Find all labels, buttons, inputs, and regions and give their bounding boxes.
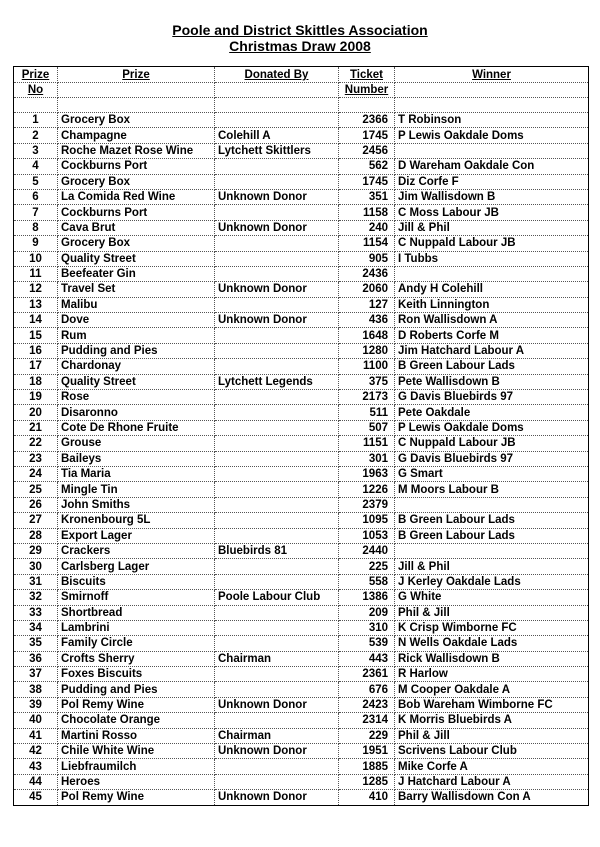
donated-by: Unknown Donor: [215, 313, 339, 328]
donated-by: [215, 159, 339, 174]
prize-number: 29: [14, 543, 58, 558]
ticket-number: 1151: [339, 436, 395, 451]
prize-number: 10: [14, 251, 58, 266]
winner-name: P Lewis Oakdale Doms: [395, 420, 589, 435]
winner-name: Keith Linnington: [395, 297, 589, 312]
prize-name: Disaronno: [58, 405, 215, 420]
prize-number: 12: [14, 282, 58, 297]
winner-name: B Green Labour Lads: [395, 359, 589, 374]
donated-by: [215, 667, 339, 682]
prize-name: Chile White Wine: [58, 744, 215, 759]
prize-number: 7: [14, 205, 58, 220]
prize-name: Grouse: [58, 436, 215, 451]
table-row: [14, 713, 589, 728]
donated-by: Bluebirds 81: [215, 543, 339, 558]
header-donated-by: Donated By: [215, 67, 339, 83]
table-row: [14, 282, 589, 297]
prize-number: 24: [14, 466, 58, 481]
header-empty: [395, 83, 589, 98]
winner-name: B Green Labour Lads: [395, 513, 589, 528]
winner-name: Diz Corfe F: [395, 174, 589, 189]
document-subtitle: Christmas Draw 2008: [229, 38, 371, 54]
prize-number: 16: [14, 343, 58, 358]
donated-by: Poole Labour Club: [215, 590, 339, 605]
ticket-number: 1386: [339, 590, 395, 605]
donated-by: [215, 236, 339, 251]
donated-by: [215, 420, 339, 435]
prize-number: 15: [14, 328, 58, 343]
prize-number: 40: [14, 713, 58, 728]
ticket-number: 351: [339, 189, 395, 204]
winner-name: Rick Wallisdown B: [395, 651, 589, 666]
table-row: [14, 620, 589, 635]
donated-by: Unknown Donor: [215, 282, 339, 297]
prize-name: Malibu: [58, 297, 215, 312]
ticket-number: 1053: [339, 528, 395, 543]
winner-name: N Wells Oakdale Lads: [395, 636, 589, 651]
winner-name: Jill & Phil: [395, 559, 589, 574]
header-row-2: [14, 83, 589, 98]
header-ticket: Ticket: [339, 67, 395, 83]
table-row: [14, 374, 589, 389]
prize-number: 3: [14, 143, 58, 158]
prize-number: 36: [14, 651, 58, 666]
winner-name: [395, 266, 589, 281]
prize-number: 18: [14, 374, 58, 389]
prize-name: Heroes: [58, 774, 215, 789]
ticket-number: 443: [339, 651, 395, 666]
prize-number: 34: [14, 620, 58, 635]
winner-name: D Wareham Oakdale Con: [395, 159, 589, 174]
prize-number: 5: [14, 174, 58, 189]
table-row: [14, 651, 589, 666]
ticket-number: 229: [339, 728, 395, 743]
donated-by: [215, 266, 339, 281]
ticket-number: 1648: [339, 328, 395, 343]
donated-by: [215, 528, 339, 543]
table-row: [14, 528, 589, 543]
winner-name: R Harlow: [395, 667, 589, 682]
table-row: [14, 328, 589, 343]
spacer-row: [14, 98, 589, 113]
prize-name: Quality Street: [58, 374, 215, 389]
ticket-number: 2379: [339, 497, 395, 512]
prize-number: 20: [14, 405, 58, 420]
header-prize-no: Prize: [14, 67, 58, 83]
donated-by: Lytchett Skittlers: [215, 143, 339, 158]
prize-number: 30: [14, 559, 58, 574]
prize-name: Martini Rosso: [58, 728, 215, 743]
winner-name: G Davis Bluebirds 97: [395, 390, 589, 405]
prize-name: Rum: [58, 328, 215, 343]
table-row: [14, 636, 589, 651]
prize-number: 28: [14, 528, 58, 543]
table-row: [14, 559, 589, 574]
table-row: [14, 605, 589, 620]
donated-by: [215, 605, 339, 620]
ticket-number: 558: [339, 574, 395, 589]
prize-name: Crofts Sherry: [58, 651, 215, 666]
winner-name: Jim Hatchard Labour A: [395, 343, 589, 358]
table-row: [14, 359, 589, 374]
ticket-number: 2173: [339, 390, 395, 405]
prize-name: Export Lager: [58, 528, 215, 543]
winner-name: J Hatchard Labour A: [395, 774, 589, 789]
prize-number: 21: [14, 420, 58, 435]
header-prize-no-line2: No: [14, 83, 58, 98]
winner-name: [395, 543, 589, 558]
prize-number: 25: [14, 482, 58, 497]
header-empty: [58, 83, 215, 98]
prize-number: 43: [14, 759, 58, 774]
ticket-number: 1226: [339, 482, 395, 497]
donated-by: Unknown Donor: [215, 744, 339, 759]
ticket-number: 1285: [339, 774, 395, 789]
winner-name: Scrivens Labour Club: [395, 744, 589, 759]
table-row: [14, 574, 589, 589]
prize-number: 14: [14, 313, 58, 328]
donated-by: [215, 466, 339, 481]
table-row: [14, 113, 589, 128]
ticket-number: 1100: [339, 359, 395, 374]
table-row: [14, 220, 589, 235]
table-row: [14, 451, 589, 466]
header-ticket-line2: Number: [339, 83, 395, 98]
prize-name: Smirnoff: [58, 590, 215, 605]
table-row: [14, 667, 589, 682]
table-row: [14, 266, 589, 281]
prize-name: Champagne: [58, 128, 215, 143]
ticket-number: 127: [339, 297, 395, 312]
donated-by: [215, 774, 339, 789]
ticket-number: 1280: [339, 343, 395, 358]
donated-by: [215, 174, 339, 189]
prize-number: 26: [14, 497, 58, 512]
winner-name: Phil & Jill: [395, 605, 589, 620]
ticket-number: 2361: [339, 667, 395, 682]
donated-by: Unknown Donor: [215, 697, 339, 712]
table-row: [14, 590, 589, 605]
donated-by: [215, 574, 339, 589]
prize-name: Biscuits: [58, 574, 215, 589]
prize-name: Cockburns Port: [58, 205, 215, 220]
ticket-number: 1158: [339, 205, 395, 220]
table-row: [14, 420, 589, 435]
donated-by: Chairman: [215, 651, 339, 666]
winner-name: Jill & Phil: [395, 220, 589, 235]
prize-number: 19: [14, 390, 58, 405]
prize-number: 37: [14, 667, 58, 682]
ticket-number: 310: [339, 620, 395, 635]
donated-by: Chairman: [215, 728, 339, 743]
table-row: [14, 128, 589, 143]
table-row: [14, 482, 589, 497]
table-row: [14, 728, 589, 743]
prize-number: 8: [14, 220, 58, 235]
winner-name: Pete Wallisdown B: [395, 374, 589, 389]
winner-name: K Morris Bluebirds A: [395, 713, 589, 728]
table-row: [14, 297, 589, 312]
ticket-number: 2314: [339, 713, 395, 728]
ticket-number: 1745: [339, 128, 395, 143]
donated-by: [215, 482, 339, 497]
ticket-number: 1154: [339, 236, 395, 251]
winner-name: Ron Wallisdown A: [395, 313, 589, 328]
prize-number: 45: [14, 790, 58, 805]
prize-name: La Comida Red Wine: [58, 189, 215, 204]
prize-number: 32: [14, 590, 58, 605]
ticket-number: 240: [339, 220, 395, 235]
table-row: [14, 790, 589, 805]
ticket-number: 2436: [339, 266, 395, 281]
winner-name: Mike Corfe A: [395, 759, 589, 774]
donated-by: [215, 636, 339, 651]
prize-name: Crackers: [58, 543, 215, 558]
prize-number: 44: [14, 774, 58, 789]
prize-name: Kronenbourg 5L: [58, 513, 215, 528]
donated-by: [215, 682, 339, 697]
winner-name: K Crisp Wimborne FC: [395, 620, 589, 635]
prize-name: Pudding and Pies: [58, 682, 215, 697]
prize-number: 9: [14, 236, 58, 251]
table-row: [14, 390, 589, 405]
table-row: [14, 143, 589, 158]
prize-name: Family Circle: [58, 636, 215, 651]
table-row: [14, 313, 589, 328]
table-row: [14, 159, 589, 174]
ticket-number: 375: [339, 374, 395, 389]
table-row: [14, 436, 589, 451]
winner-name: G White: [395, 590, 589, 605]
prize-name: Chardonay: [58, 359, 215, 374]
prize-number: 6: [14, 189, 58, 204]
prize-name: Cote De Rhone Fruite: [58, 420, 215, 435]
prize-number: 35: [14, 636, 58, 651]
donated-by: [215, 113, 339, 128]
donated-by: Unknown Donor: [215, 790, 339, 805]
prize-number: 27: [14, 513, 58, 528]
donated-by: [215, 251, 339, 266]
table-row: [14, 513, 589, 528]
prize-name: Pudding and Pies: [58, 343, 215, 358]
winner-name: Phil & Jill: [395, 728, 589, 743]
prize-name: Rose: [58, 390, 215, 405]
table-row: [14, 236, 589, 251]
ticket-number: 301: [339, 451, 395, 466]
ticket-number: 511: [339, 405, 395, 420]
prize-number: 2: [14, 128, 58, 143]
prize-name: Beefeater Gin: [58, 266, 215, 281]
table-row: [14, 744, 589, 759]
donated-by: [215, 436, 339, 451]
winner-name: Andy H Colehill: [395, 282, 589, 297]
winner-name: B Green Labour Lads: [395, 528, 589, 543]
table-row: [14, 697, 589, 712]
table-row: [14, 405, 589, 420]
prize-number: 33: [14, 605, 58, 620]
ticket-number: 2423: [339, 697, 395, 712]
prize-name: Travel Set: [58, 282, 215, 297]
prize-name: Lambrini: [58, 620, 215, 635]
table-row: [14, 174, 589, 189]
winner-name: C Nuppald Labour JB: [395, 236, 589, 251]
ticket-number: 209: [339, 605, 395, 620]
winner-name: Jim Wallisdown B: [395, 189, 589, 204]
winner-name: Pete Oakdale: [395, 405, 589, 420]
prize-name: Grocery Box: [58, 113, 215, 128]
prize-name: Baileys: [58, 451, 215, 466]
table-row: [14, 759, 589, 774]
header-prize: Prize: [58, 67, 215, 83]
donated-by: [215, 759, 339, 774]
prize-number: 38: [14, 682, 58, 697]
prize-name: Quality Street: [58, 251, 215, 266]
table-row: [14, 251, 589, 266]
winner-name: Barry Wallisdown Con A: [395, 790, 589, 805]
ticket-number: 905: [339, 251, 395, 266]
ticket-number: 2440: [339, 543, 395, 558]
donated-by: [215, 497, 339, 512]
ticket-number: 2060: [339, 282, 395, 297]
ticket-number: 2456: [339, 143, 395, 158]
donated-by: [215, 405, 339, 420]
winner-name: D Roberts Corfe M: [395, 328, 589, 343]
ticket-number: 1951: [339, 744, 395, 759]
winner-name: C Moss Labour JB: [395, 205, 589, 220]
ticket-number: 2366: [339, 113, 395, 128]
donated-by: Lytchett Legends: [215, 374, 339, 389]
prize-name: Pol Remy Wine: [58, 790, 215, 805]
donated-by: [215, 205, 339, 220]
winner-name: P Lewis Oakdale Doms: [395, 128, 589, 143]
donated-by: [215, 513, 339, 528]
prize-number: 39: [14, 697, 58, 712]
prize-name: John Smiths: [58, 497, 215, 512]
ticket-number: 676: [339, 682, 395, 697]
prize-number: 4: [14, 159, 58, 174]
prize-name: Carlsberg Lager: [58, 559, 215, 574]
prize-name: Pol Remy Wine: [58, 697, 215, 712]
table-row: [14, 343, 589, 358]
document-title: Poole and District Skittles Association: [172, 22, 428, 38]
table-row: [14, 205, 589, 220]
donated-by: [215, 343, 339, 358]
ticket-number: 562: [339, 159, 395, 174]
prize-name: Cava Brut: [58, 220, 215, 235]
prize-number: 22: [14, 436, 58, 451]
winner-name: [395, 497, 589, 512]
ticket-number: 539: [339, 636, 395, 651]
prize-name: Tia Maria: [58, 466, 215, 481]
prize-name: Shortbread: [58, 605, 215, 620]
prize-name: Mingle Tin: [58, 482, 215, 497]
winner-name: T Robinson: [395, 113, 589, 128]
winner-name: C Nuppald Labour JB: [395, 436, 589, 451]
prize-number: 41: [14, 728, 58, 743]
winner-name: M Moors Labour B: [395, 482, 589, 497]
donated-by: [215, 359, 339, 374]
winner-name: Bob Wareham Wimborne FC: [395, 697, 589, 712]
prize-name: Grocery Box: [58, 236, 215, 251]
prize-number: 13: [14, 297, 58, 312]
prize-number: 1: [14, 113, 58, 128]
donated-by: [215, 390, 339, 405]
winner-name: I Tubbs: [395, 251, 589, 266]
ticket-number: 1963: [339, 466, 395, 481]
ticket-number: 1745: [339, 174, 395, 189]
prize-number: 42: [14, 744, 58, 759]
donated-by: [215, 451, 339, 466]
prize-name: Dove: [58, 313, 215, 328]
ticket-number: 410: [339, 790, 395, 805]
header-empty: [215, 83, 339, 98]
prize-number: 11: [14, 266, 58, 281]
winner-name: G Davis Bluebirds 97: [395, 451, 589, 466]
ticket-number: 436: [339, 313, 395, 328]
donated-by: Unknown Donor: [215, 220, 339, 235]
donated-by: Colehill A: [215, 128, 339, 143]
ticket-number: 507: [339, 420, 395, 435]
prize-name: Foxes Biscuits: [58, 667, 215, 682]
prize-number: 17: [14, 359, 58, 374]
winner-name: J Kerley Oakdale Lads: [395, 574, 589, 589]
table-row: [14, 189, 589, 204]
prize-number: 31: [14, 574, 58, 589]
table-row: [14, 466, 589, 481]
donated-by: Unknown Donor: [215, 189, 339, 204]
winner-name: G Smart: [395, 466, 589, 481]
prize-name: Roche Mazet Rose Wine: [58, 143, 215, 158]
header-winner: Winner: [395, 67, 589, 83]
prize-name: Chocolate Orange: [58, 713, 215, 728]
header-row: [14, 67, 589, 83]
table-row: [14, 682, 589, 697]
donated-by: [215, 297, 339, 312]
donated-by: [215, 620, 339, 635]
winner-name: M Cooper Oakdale A: [395, 682, 589, 697]
winner-name: [395, 143, 589, 158]
prize-number: 23: [14, 451, 58, 466]
ticket-number: 1885: [339, 759, 395, 774]
donated-by: [215, 713, 339, 728]
prize-name: Liebfraumilch: [58, 759, 215, 774]
table-row: [14, 774, 589, 789]
table-row: [14, 497, 589, 512]
ticket-number: 225: [339, 559, 395, 574]
table-row: [14, 543, 589, 558]
donated-by: [215, 328, 339, 343]
donated-by: [215, 559, 339, 574]
ticket-number: 1095: [339, 513, 395, 528]
prize-draw-table: [13, 66, 589, 806]
prize-name: Cockburns Port: [58, 159, 215, 174]
prize-name: Grocery Box: [58, 174, 215, 189]
